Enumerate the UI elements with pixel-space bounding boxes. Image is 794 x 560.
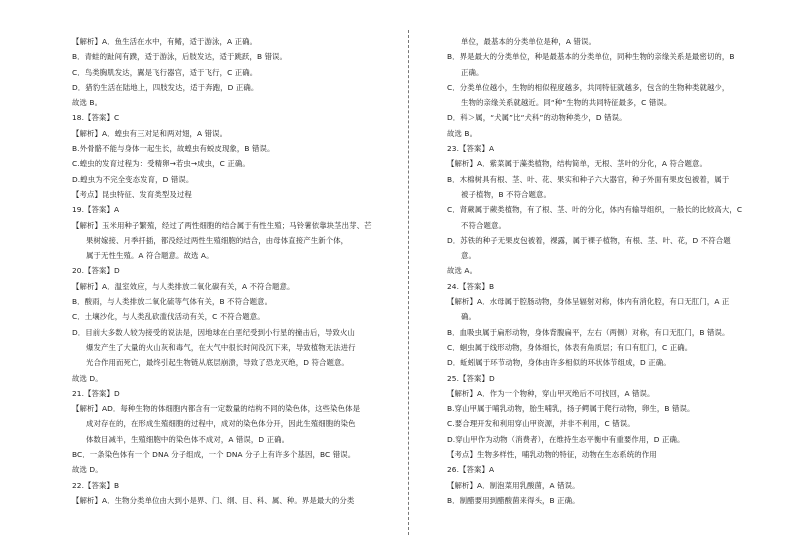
text-line: D．科＞属，“犬属”比“犬科”的动物种类少，D 错误。 <box>447 113 627 123</box>
text-line: C．土壤沙化，与人类乱砍滥伐活动有关，C 不符合题意。 <box>72 312 265 322</box>
text-line: 光合作用而死亡，最终引起生物链从底层崩溃，导致了恐龙灭绝，D 符合题意。 <box>86 358 349 368</box>
text-line: B．制醋要用到醋酸菌来得头，B 正确。 <box>447 495 580 505</box>
text-line: 【考点】昆虫特征、发育类型及过程 <box>72 189 192 199</box>
text-line: 【解析】玉米用种子繁殖，经过了两性细胞的结合属于有性生殖；马铃薯依靠块茎出芽、芒 <box>72 220 372 230</box>
text-line: 【解析】A．制泡菜用乳酸菌，A 错误。 <box>447 480 580 490</box>
text-line: 25.【答案】D <box>447 373 495 383</box>
text-line: 【解析】A．蝗虫有三对足和两对翅，A 错误。 <box>72 128 228 138</box>
text-line: 【解析】A．温室效应，与人类排放二氧化碳有关，A 不符合题意。 <box>72 281 295 291</box>
text-line: 爆发产生了大量的火山灰和毒气，在大气中很长时间没沉下来，导致植物无法进行 <box>86 342 356 352</box>
text-line: 【解析】A．紫菜属于藻类植物，结构简单，无根、茎叶的分化，A 符合题意。 <box>447 159 707 169</box>
text-line: 故选 B。 <box>447 128 478 138</box>
text-line: B．木棉树具有根、茎、叶、花、果实和种子六大器官，种子外面有果皮包被着，属于 <box>447 174 730 184</box>
text-line: 【解析】A．生物分类单位由大到小是界、门、纲、目、科、属、种。界是最大的分类 <box>72 495 355 505</box>
text-line: 生物的亲缘关系就越近。同“种”生物的共同特征最多，C 错误。 <box>461 98 672 108</box>
text-line: C.蝗虫的发育过程为：受精卵→若虫→成虫，C 正确。 <box>72 159 250 169</box>
text-line: D.穿山甲作为动物（消费者），在维持生态平衡中有重要作用，D 正确。 <box>447 434 685 444</box>
text-line: 23.【答案】A <box>447 144 495 154</box>
text-line: C．鸟类胸肌发达，翼是飞行器官，适于飞行，C 正确。 <box>72 67 258 77</box>
text-line: C.要合理开发和利用穿山甲资源，并非不利用，C 错误。 <box>447 419 635 429</box>
text-line: 22.【答案】B <box>72 480 120 490</box>
text-line: 属于无性生殖。A 符合题意。故选 A。 <box>86 251 214 261</box>
text-line: 21.【答案】D <box>72 388 120 398</box>
text-line: B．血吸虫属于扁形动物，身体背腹扁平，左右（两侧）对称，有口无肛门，B 错误。 <box>447 327 730 337</box>
text-line: B.外骨骼不能与身体一起生长，故蝗虫有蜕皮现象，B 错误。 <box>72 144 275 154</box>
text-line: B.穿山甲属于哺乳动物，胎生哺乳，扬子鳄属于爬行动物，卵生，B 错误。 <box>447 404 695 414</box>
text-line: 故选 B。 <box>72 98 103 108</box>
text-line: 被子植物，B 不符合题意。 <box>461 189 552 199</box>
text-line: 20.【答案】D <box>72 266 120 276</box>
text-line: D．猎豹生活在陆地上，四肢发达，适于奔跑，D 正确。 <box>72 82 259 92</box>
text-line: 【解析】A．水母属于腔肠动物，身体呈辐射对称，体内有消化腔，有口无肛门，A 正 <box>447 297 730 307</box>
text-line: 【解析】A．作为一个物种，穿山甲灭绝后不可找回，A 错误。 <box>447 388 655 398</box>
text-line: C．分类单位越小，生物的相似程度越多，共同特征就越多，包含的生物种类就越少， <box>447 82 730 92</box>
text-line: D．目前大多数人较为接受的说法是，因地球在白垩纪受到小行星的撞击后，导致火山 <box>72 327 355 337</box>
text-line: 单位，最基本的分类单位是种，A 错误。 <box>461 37 596 46</box>
text-line: 18.【答案】C <box>72 113 120 123</box>
text-line: 不符合题意。 <box>461 220 506 230</box>
text-line: 意。 <box>461 251 476 261</box>
text-line: 体数目减半，生殖细胞中的染色体不成对，A 错误，D 正确。 <box>86 434 290 444</box>
text-line: 正确。 <box>461 67 484 77</box>
text-line: C．肾蕨属于蕨类植物，有了根、茎、叶的分化，体内有输导组织，一般长的比较高大，C <box>447 205 743 215</box>
right-column <box>447 34 767 508</box>
column-divider <box>408 30 409 535</box>
text-line: 确。 <box>461 312 476 322</box>
text-line: 【考点】生物多样性，哺乳动物的特征，动物在生态系统的作用 <box>447 450 657 460</box>
text-line: 果树嫁接、月季扦插，都没经过两性生殖细胞的结合，由母体直接产生新个体， <box>86 235 349 245</box>
text-line: 成对存在的，在形成生殖细胞的过程中，成对的染色体分开，因此生殖细胞的染色 <box>86 419 356 429</box>
text-line: 【解析】AD．每种生物的体细胞内都含有一定数量的结构不同的染色体，这些染色体是 <box>72 404 361 414</box>
text-line: D．苏铁的种子无果皮包被着，裸露，属于裸子植物，有根、茎、叶、花，D 不符合题 <box>447 235 731 245</box>
text-line: 故选 D。 <box>72 373 103 383</box>
text-line: 【解析】A．鱼生活在水中，有鳍，适于游泳，A 正确。 <box>72 37 258 46</box>
text-line: 24.【答案】B <box>447 281 495 291</box>
text-line: B．界是最大的分类单位，种是最基本的分类单位，同种生物的亲缘关系是最密切的，B <box>447 52 735 62</box>
text-line: B．酸雨，与人类排放二氧化硫等气体有关，B 不符合题意。 <box>72 297 273 307</box>
text-line: B．青蛙的趾间有蹼，适于游泳，后肢发达，适于跳跃，B 错误。 <box>72 52 288 62</box>
text-line: D.蝗虫为不完全变态发育，D 错误。 <box>72 174 194 184</box>
text-line: D．蚯蚓属于环节动物，身体由许多相似的环状体节组成，D 正确。 <box>447 358 671 368</box>
text-line: 26.【答案】A <box>447 465 495 475</box>
text-line: 19.【答案】A <box>72 205 120 215</box>
text-line: C．蛔虫属于线形动物，身体细长，体表有角质层；有口有肛门，C 正确。 <box>447 342 693 352</box>
left-column <box>72 34 392 508</box>
text-line: 故选 D。 <box>72 465 103 475</box>
text-line: 故选 A。 <box>447 266 478 276</box>
text-line: BC．一条染色体有一个 DNA 分子组成，一个 DNA 分子上有许多个基因，BC 错误。 <box>72 450 356 460</box>
